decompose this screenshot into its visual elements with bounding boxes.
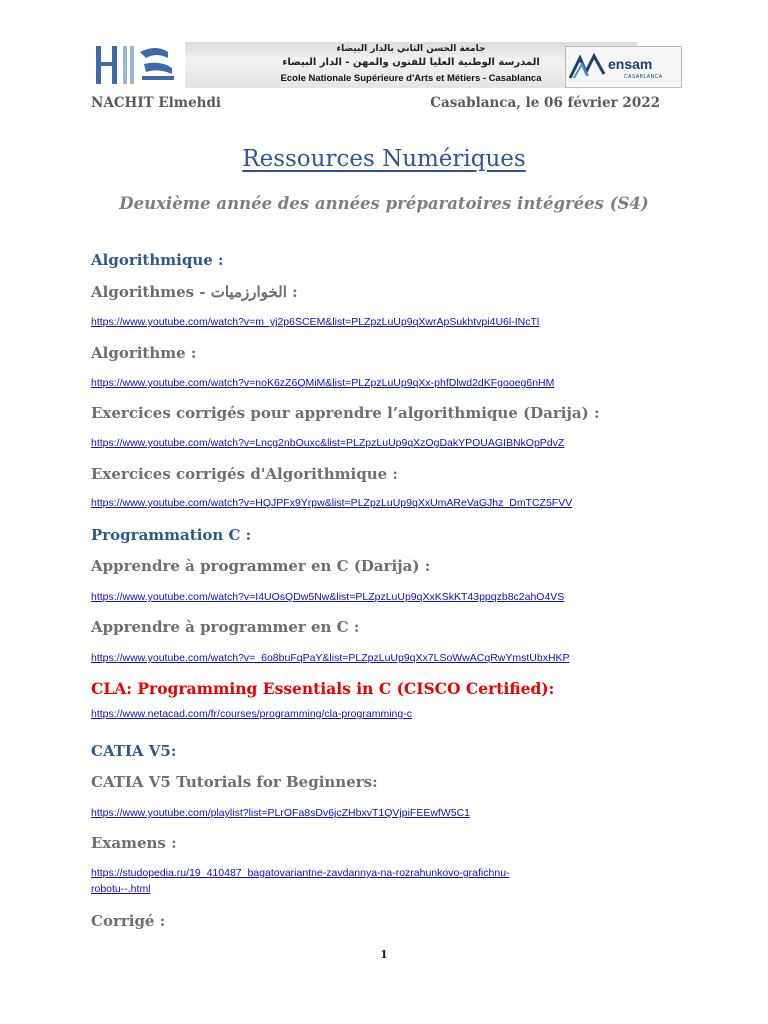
resource-link[interactable]: https://studopedia.ru/19_410487_bagatovariantne-zavdannya-na-rozrahunkovo-grafichnu- bbox=[91, 867, 510, 879]
resource-link-continued[interactable]: robotu--.html bbox=[91, 883, 151, 895]
ensam-wave-icon bbox=[568, 52, 608, 82]
resource-link[interactable]: https://www.youtube.com/watch?v=noK6zZ6QMiM&list=PLZpzLuUp9qXx-phfDlwd2dKFgooeg6nHM bbox=[91, 377, 555, 389]
resource-link[interactable]: https://www.youtube.com/watch?v=I4UOsQDw5Nw&list=PLZpzLuUp9qXxKSkKT43ppqzb8c2ahO4VS bbox=[91, 591, 565, 603]
section-heading-algorithmique: Algorithmique : bbox=[91, 251, 224, 269]
resource-link[interactable]: https://www.youtube.com/playlist?list=PLrOFa8sDv6jcZHbxvT1QVjpiFEEwfW5C1 bbox=[91, 807, 470, 819]
resource-link[interactable]: https://www.youtube.com/watch?v=Lncg2nbOuxc&list=PLZpzLuUp9qXzOgDakYPOUAGIBNkOpPdvZ bbox=[91, 437, 565, 449]
resource-title: Algorithmes - الخوارزميات : bbox=[91, 283, 298, 301]
resource-title: CATIA V5 Tutorials for Beginners: bbox=[91, 773, 378, 791]
document-header bbox=[90, 42, 680, 88]
resource-link[interactable]: https://www.netacad.com/fr/courses/programming/cla-programming-c bbox=[91, 708, 412, 720]
author-name: NACHIT Elmehdi bbox=[91, 95, 222, 111]
resource-title: Apprendre à programmer en C : bbox=[91, 618, 360, 636]
ensam-logo-text: ensam bbox=[608, 56, 653, 72]
resource-title: Exercices corrigés d'Algorithmique : bbox=[91, 465, 398, 483]
uh2c-logo bbox=[90, 42, 185, 88]
resource-title: Exercices corrigés pour apprendre l’algorithmique (Darija) : bbox=[91, 404, 600, 422]
cla-certification-title: CLA: Programming Essentials in C (CISCO Certified): bbox=[91, 679, 555, 698]
resource-link[interactable]: https://www.youtube.com/watch?v=HQJPFx9Yrpw&list=PLZpzLuUp9qXxUmAReVaGJhz_DmTCZ5FVV bbox=[91, 497, 573, 509]
page-subtitle: Deuxième année des années préparatoires intégrées (S4) bbox=[119, 194, 649, 213]
page-title: Ressources Numériques bbox=[242, 146, 526, 172]
ensam-logo-subtext: CASABLANCA bbox=[624, 74, 663, 80]
resource-title: Algorithme : bbox=[91, 344, 197, 362]
resource-link[interactable]: https://www.youtube.com/watch?v=_6o8buFqPaY&list=PLZpzLuUp9qXx7LSoWwACqRwYmstUbxHKP bbox=[91, 652, 570, 664]
section-heading-catia: CATIA V5: bbox=[91, 742, 177, 760]
resource-title: Examens : bbox=[91, 834, 177, 852]
resource-link[interactable]: https://www.youtube.com/watch?v=m_yj2p6SCEM&list=PLZpzLuUp9qXwrApSukhtvpi4U6l-INcTl bbox=[91, 316, 540, 328]
school-arabic-name: المدرسة الوطنية العليا للفنون والمهن - الدار البيضاء bbox=[282, 57, 540, 68]
resource-title: Apprendre à programmer en C (Darija) : bbox=[91, 557, 431, 575]
section-heading-programmation-c: Programmation C : bbox=[91, 526, 252, 544]
page-number: 1 bbox=[380, 948, 388, 961]
ensam-logo bbox=[565, 46, 682, 88]
resource-title: Corrigé : bbox=[91, 912, 166, 930]
place-date: Casablanca, le 06 février 2022 bbox=[430, 95, 660, 111]
school-name: Ecole Nationale Supérieure d'Arts et Métiers - Casablanca bbox=[280, 73, 542, 84]
university-arabic-name: جامعة الحسن الثاني بالدار البيضاء bbox=[336, 44, 486, 54]
